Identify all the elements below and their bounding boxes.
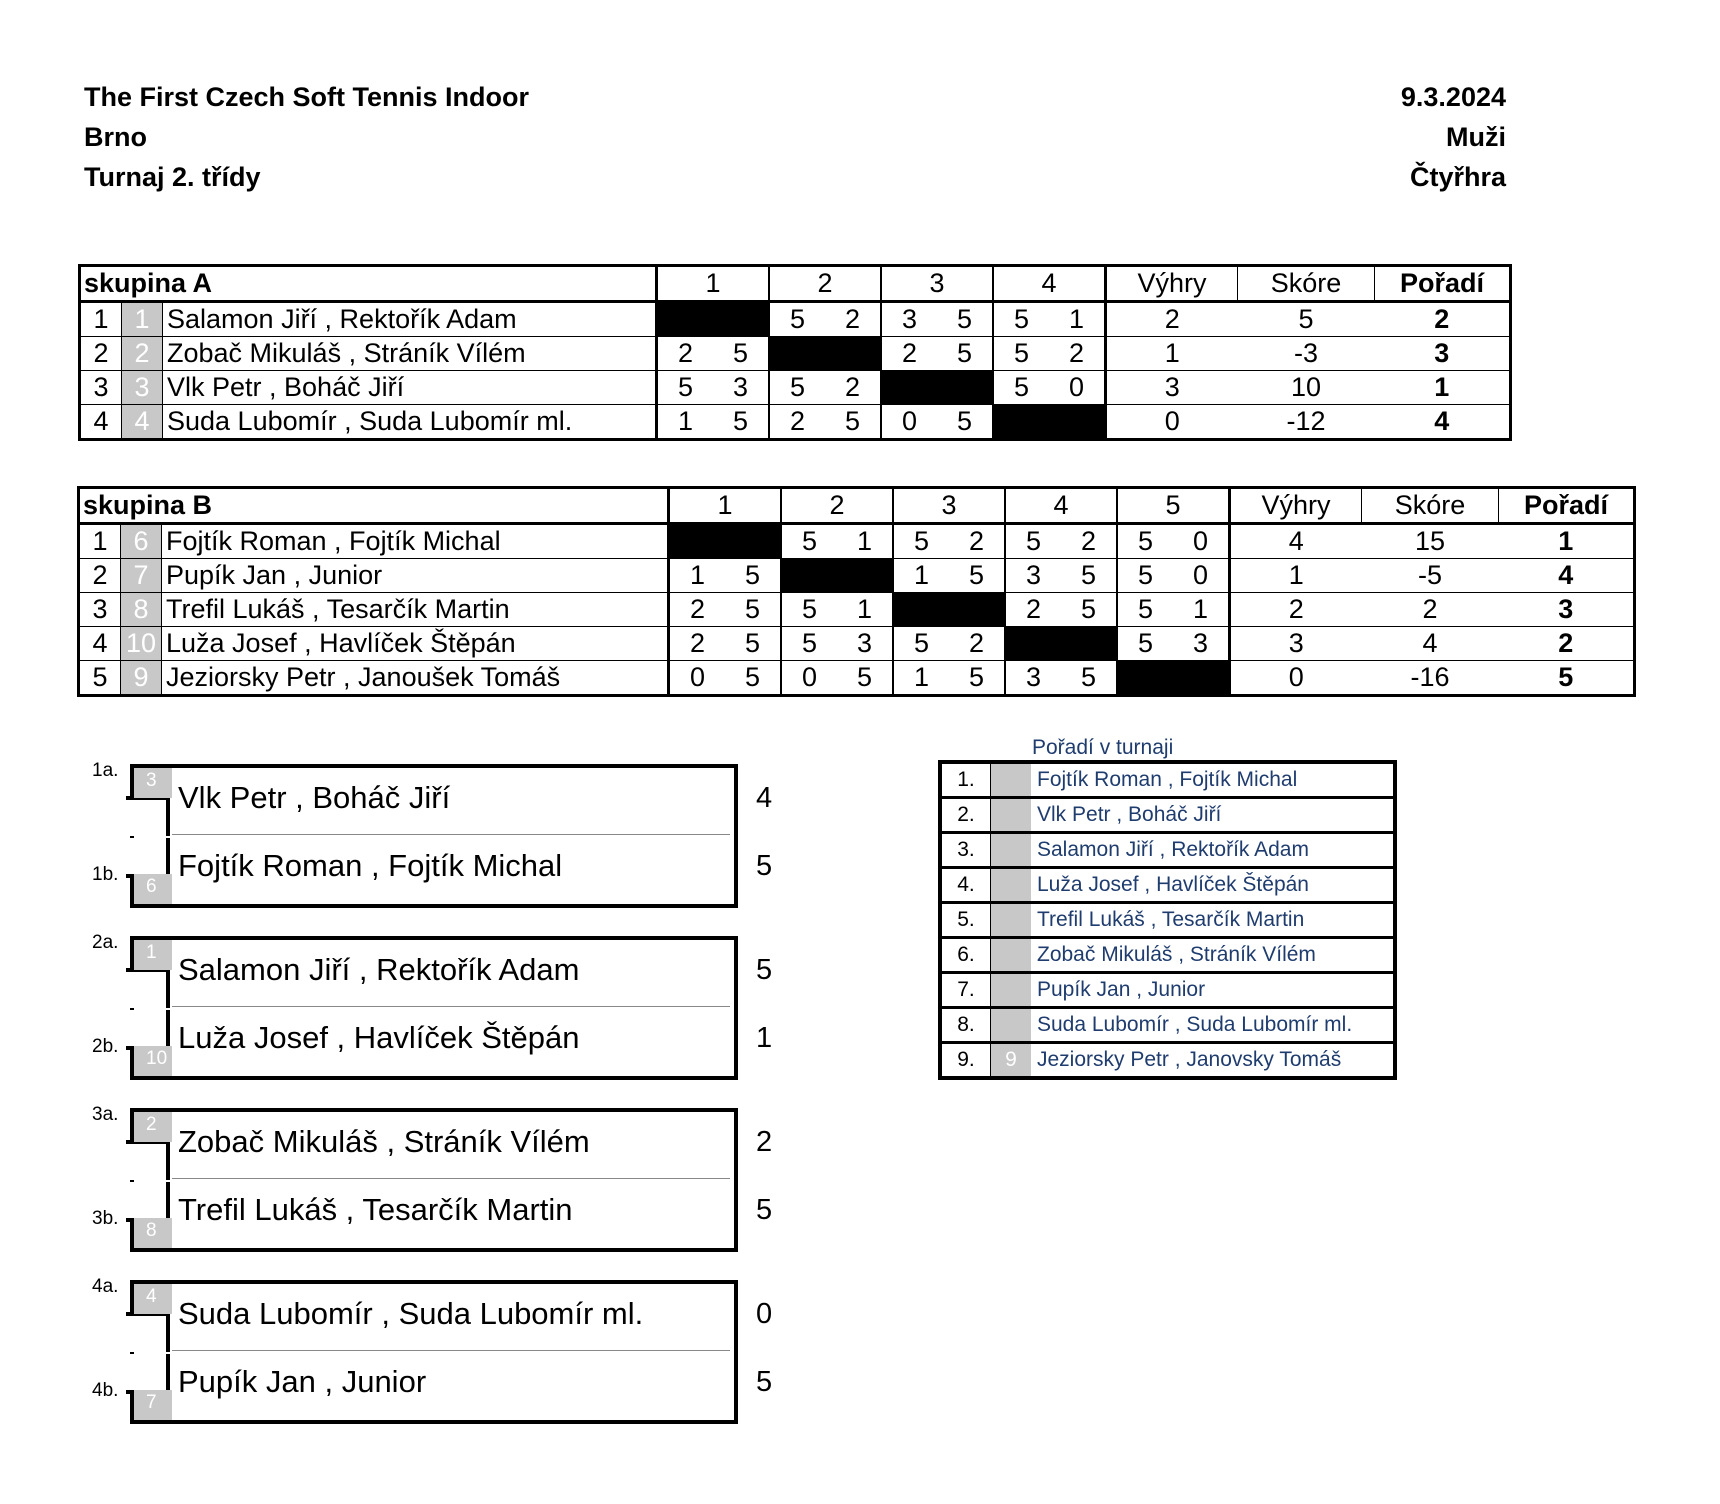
- group-b-games-lost: 5: [725, 627, 781, 661]
- bracket-bottom-team: Pupík Jan , Junior: [178, 1364, 427, 1399]
- group-b-games-lost: 5: [837, 661, 893, 696]
- group-b-games-won: 1: [893, 559, 949, 593]
- group-b-games-won: 5: [1005, 524, 1061, 559]
- group-b-games-won: 5: [1117, 524, 1173, 559]
- group-b-games-lost: 1: [1173, 593, 1230, 627]
- group-b-row: [79, 593, 1635, 627]
- standings-position: 3.: [940, 833, 991, 868]
- group-b-games-won: 1: [669, 559, 726, 593]
- standings-seed: [991, 833, 1032, 868]
- bracket-bottom-team: Luža Josef , Havlíček Štěpán: [178, 1020, 580, 1055]
- standings-seed: [991, 903, 1032, 938]
- standings-team: Luža Josef , Havlíček Štěpán: [1031, 868, 1395, 903]
- group-a-col-header: 1: [657, 266, 770, 302]
- group-a-games-won: 5: [769, 371, 825, 405]
- group-b-games-won: 5: [893, 524, 949, 559]
- final-standings-title: Pořadí v turnaji: [1032, 736, 1174, 759]
- group-a-games-lost: 5: [713, 405, 769, 440]
- bracket-divider: [172, 1006, 730, 1007]
- standings-row: [940, 798, 1395, 833]
- group-a-rank: 3: [1375, 337, 1511, 371]
- bracket-bottom-seed: 8: [134, 1218, 172, 1248]
- group-b-row-number: 1: [79, 524, 121, 559]
- group-a-games-won: 5: [993, 371, 1049, 405]
- group-b-team-name: Luža Josef , Havlíček Štěpán: [162, 627, 669, 661]
- group-a-self-cell: [993, 405, 1106, 440]
- group-a-games-won: 5: [993, 302, 1049, 337]
- bracket-bottom-team: Trefil Lukáš , Tesarčík Martin: [178, 1192, 573, 1227]
- group-a-games-won: 3: [881, 302, 937, 337]
- group-b-games-won: 3: [1005, 559, 1061, 593]
- group-b-games-lost: 5: [949, 661, 1005, 696]
- group-b-self-cell: [1117, 661, 1230, 696]
- group-a-score: -12: [1238, 405, 1375, 440]
- group-b-team-name: Jeziorsky Petr , Janoušek Tomáš: [162, 661, 669, 696]
- bracket-connector: [126, 1312, 170, 1352]
- playoff-match: [130, 1280, 773, 1422]
- group-b-team-name: Fojtík Roman , Fojtík Michal: [162, 524, 669, 559]
- group-b-score-header: Skóre: [1362, 488, 1499, 524]
- group-a-wins: 3: [1106, 371, 1238, 405]
- group-a-wins: 1: [1106, 337, 1238, 371]
- group-b-games-won: 2: [669, 627, 726, 661]
- group-a-col-header: 2: [769, 266, 881, 302]
- group-a-title: skupina A: [80, 266, 657, 302]
- standings-row: [940, 938, 1395, 973]
- standings-row: [940, 1008, 1395, 1043]
- bracket-bottom-label: 4b.: [92, 1380, 119, 1401]
- group-b-self-cell: [893, 593, 1005, 627]
- standings-row: [940, 868, 1395, 903]
- playoff-match: [130, 936, 773, 1078]
- standings-row: [940, 833, 1395, 868]
- group-a-games-won: 5: [657, 371, 714, 405]
- group-a-games-lost: 3: [713, 371, 769, 405]
- group-b-wins: 3: [1230, 627, 1362, 661]
- group-b-team-name: Trefil Lukáš , Tesarčík Martin: [162, 593, 669, 627]
- group-a-row-number: 2: [80, 337, 122, 371]
- bracket-connector: [126, 1010, 170, 1050]
- group-b-score: -5: [1362, 559, 1499, 593]
- bracket-bottom-seed: 7: [134, 1390, 172, 1420]
- standings-position: 8.: [940, 1008, 991, 1043]
- bracket-bottom-label: 2b.: [92, 1036, 119, 1057]
- bracket-bottom-label: 1b.: [92, 864, 119, 885]
- group-b-row-number: 2: [79, 559, 121, 593]
- bracket-bottom-score: 5: [756, 850, 773, 882]
- group-a-row-seed: 3: [122, 371, 163, 405]
- group-b-header-row: [79, 488, 1635, 524]
- group-a-games-lost: 5: [937, 302, 993, 337]
- group-b-games-lost: 5: [949, 559, 1005, 593]
- group-a-self-cell: [881, 371, 993, 405]
- group-b-rank: 4: [1499, 559, 1635, 593]
- bracket-bottom-score: 5: [756, 1194, 773, 1226]
- group-b-games-lost: 0: [1173, 524, 1230, 559]
- bracket-top-score: 5: [756, 954, 773, 986]
- bracket-connector: [126, 1354, 170, 1394]
- group-b-games-lost: 3: [837, 627, 893, 661]
- group-b-title: skupina B: [79, 488, 669, 524]
- bracket-connector: [126, 796, 170, 836]
- group-b-score: 2: [1362, 593, 1499, 627]
- bracket-connector: [126, 1140, 170, 1180]
- group-b-games-won: 0: [669, 661, 726, 696]
- group-a-row: [80, 337, 1511, 371]
- standings-team: Vlk Petr , Boháč Jiří: [1031, 798, 1395, 833]
- standings-row: [940, 762, 1395, 798]
- group-a-team-name: Salamon Jiří , Rektořík Adam: [163, 302, 657, 337]
- group-a-row-number: 1: [80, 302, 122, 337]
- group-b-rank: 1: [1499, 524, 1635, 559]
- standings-position: 2.: [940, 798, 991, 833]
- group-a-self-cell: [657, 302, 770, 337]
- group-b-wins: 2: [1230, 593, 1362, 627]
- group-a-games-lost: 2: [825, 302, 881, 337]
- group-b-games-lost: 5: [725, 593, 781, 627]
- group-a-row: [80, 302, 1511, 337]
- standings-seed: [991, 938, 1032, 973]
- group-b-games-won: 5: [1117, 559, 1173, 593]
- group-b-row-seed: 7: [121, 559, 162, 593]
- group-a-row-number: 4: [80, 405, 122, 440]
- bracket-top-seed: 1: [134, 940, 172, 970]
- group-a-games-lost: 2: [825, 371, 881, 405]
- bracket-top-seed: 3: [134, 768, 172, 798]
- standings-seed: 9: [991, 1043, 1032, 1079]
- group-b-wins-header: Výhry: [1230, 488, 1362, 524]
- standings-team: Suda Lubomír , Suda Lubomír ml.: [1031, 1008, 1395, 1043]
- bracket-divider: [172, 1350, 730, 1351]
- bracket-top-label: 1a.: [92, 760, 119, 781]
- group-b-games-lost: 1: [837, 524, 893, 559]
- final-standings-table: [938, 760, 1397, 1080]
- group-b-row-seed: 10: [121, 627, 162, 661]
- group-a-self-cell: [769, 337, 881, 371]
- group-b-games-won: 0: [781, 661, 837, 696]
- standings-seed: [991, 798, 1032, 833]
- group-b-games-won: 5: [1117, 627, 1173, 661]
- bracket-bottom-seed: 10: [134, 1046, 172, 1076]
- group-a-row-seed: 1: [122, 302, 163, 337]
- group-b-games-lost: 2: [949, 627, 1005, 661]
- group-b-rank-header: Pořadí: [1499, 488, 1635, 524]
- group-b-table: [77, 486, 1636, 697]
- group-b-self-cell: [1005, 627, 1117, 661]
- standings-position: 5.: [940, 903, 991, 938]
- group-b-row-number: 3: [79, 593, 121, 627]
- group-a-score: -3: [1238, 337, 1375, 371]
- tournament-class: Turnaj 2. třídy: [84, 162, 261, 192]
- standings-row: [940, 1043, 1395, 1079]
- group-b-games-lost: 5: [1061, 661, 1117, 696]
- group-b-games-lost: 1: [837, 593, 893, 627]
- bracket-bottom-score: 1: [756, 1022, 773, 1054]
- bracket-top-score: 4: [756, 782, 773, 814]
- group-a-games-lost: 5: [937, 405, 993, 440]
- playoff-match: [130, 1108, 773, 1250]
- bracket-top-score: 0: [756, 1298, 773, 1330]
- group-b-row-number: 4: [79, 627, 121, 661]
- group-a-score: 5: [1238, 302, 1375, 337]
- group-b-games-lost: 3: [1173, 627, 1230, 661]
- group-a-games-lost: 1: [1049, 302, 1106, 337]
- group-b-games-lost: 5: [1061, 559, 1117, 593]
- group-a-games-won: 1: [657, 405, 714, 440]
- group-b-rank: 2: [1499, 627, 1635, 661]
- standings-team: Salamon Jiří , Rektořík Adam: [1031, 833, 1395, 868]
- standings-position: 9.: [940, 1043, 991, 1079]
- group-a-col-header: 3: [881, 266, 993, 302]
- group-b-games-lost: 5: [725, 559, 781, 593]
- group-b-games-lost: 0: [1173, 559, 1230, 593]
- group-a-games-won: 2: [881, 337, 937, 371]
- bracket-bottom-team: Fojtík Roman , Fojtík Michal: [178, 848, 563, 883]
- group-a-team-name: Zobač Mikuláš , Stráník Vílém: [163, 337, 657, 371]
- standings-team: Fojtík Roman , Fojtík Michal: [1037, 768, 1298, 791]
- standings-row: [940, 903, 1395, 938]
- group-a-games-lost: 5: [937, 337, 993, 371]
- group-b-col-header: 2: [781, 488, 893, 524]
- group-b-games-won: 2: [1005, 593, 1061, 627]
- bracket-top-team: Zobač Mikuláš , Stráník Vílém: [178, 1124, 590, 1159]
- group-b-games-won: 5: [893, 627, 949, 661]
- bracket-top-team: Vlk Petr , Boháč Jiří: [178, 780, 451, 815]
- standings-team: Pupík Jan , Junior: [1031, 973, 1395, 1008]
- playoff-match: [130, 764, 773, 906]
- bracket-top-seed: 2: [134, 1112, 172, 1142]
- group-b-row-number: 5: [79, 661, 121, 696]
- group-b-col-header: 1: [669, 488, 782, 524]
- group-b-team-name: Pupík Jan , Junior: [162, 559, 669, 593]
- group-b-row-seed: 9: [121, 661, 162, 696]
- tournament-title: The First Czech Soft Tennis Indoor: [84, 82, 530, 112]
- group-b-score: 4: [1362, 627, 1499, 661]
- group-b-self-cell: [669, 524, 782, 559]
- bracket-connector: [126, 1182, 170, 1222]
- group-a-team-name: Vlk Petr , Boháč Jiří: [163, 371, 657, 405]
- standings-row: [940, 973, 1395, 1008]
- standings-position: 4.: [940, 868, 991, 903]
- group-b-games-won: 5: [1117, 593, 1173, 627]
- standings-seed: [991, 1008, 1032, 1043]
- standings-seed: [991, 868, 1032, 903]
- bracket-top-team: Suda Lubomír , Suda Lubomír ml.: [178, 1296, 644, 1331]
- group-a-row-number: 3: [80, 371, 122, 405]
- group-a-row-seed: 4: [122, 405, 163, 440]
- group-a-rank: 2: [1375, 302, 1511, 337]
- group-b-score: 15: [1362, 524, 1499, 559]
- group-b-col-header: 5: [1117, 488, 1230, 524]
- tournament-discipline: Čtyřhra: [1409, 162, 1506, 192]
- group-b-games-won: 2: [669, 593, 726, 627]
- group-a-games-won: 2: [769, 405, 825, 440]
- standings-position: 7.: [940, 973, 991, 1008]
- group-b-row: [79, 627, 1635, 661]
- group-a-wins: 2: [1106, 302, 1238, 337]
- group-b-row-seed: 8: [121, 593, 162, 627]
- group-b-games-lost: 5: [725, 661, 781, 696]
- standings-team: Jeziorsky Petr , Janovsky Tomáš: [1031, 1043, 1395, 1079]
- bracket-top-label: 2a.: [92, 932, 119, 953]
- tournament-date: 9.3.2024: [1400, 82, 1506, 112]
- standings-position: 6.: [940, 938, 991, 973]
- group-b-games-lost: 2: [1061, 524, 1117, 559]
- group-a-row: [80, 405, 1511, 440]
- group-a-rank: 4: [1375, 405, 1511, 440]
- group-b-games-won: 5: [781, 627, 837, 661]
- group-b-games-won: 5: [781, 593, 837, 627]
- group-a-wins-header: Výhry: [1106, 266, 1238, 302]
- group-a-score: 10: [1238, 371, 1375, 405]
- group-b-games-lost: 5: [1061, 593, 1117, 627]
- group-a-row: [80, 371, 1511, 405]
- bracket-top-seed: 4: [134, 1284, 172, 1314]
- group-b-games-won: 1: [893, 661, 949, 696]
- group-a-games-lost: 5: [713, 337, 769, 371]
- group-a-games-won: 5: [769, 302, 825, 337]
- group-b-wins: 4: [1230, 524, 1362, 559]
- group-b-rank: 3: [1499, 593, 1635, 627]
- bracket-bottom-seed: 6: [134, 874, 172, 904]
- group-a-col-header: 4: [993, 266, 1106, 302]
- group-a-score-header: Skóre: [1238, 266, 1375, 302]
- group-b-row: [79, 524, 1635, 559]
- group-a-rank-header: Pořadí: [1375, 266, 1511, 302]
- bracket-top-label: 3a.: [92, 1104, 119, 1125]
- group-b-self-cell: [781, 559, 893, 593]
- standings-team: Zobač Mikuláš , Stráník Vílém: [1031, 938, 1395, 973]
- group-a-games-lost: 0: [1049, 371, 1106, 405]
- standings-team: Trefil Lukáš , Tesarčík Martin: [1031, 903, 1395, 938]
- group-b-wins: 0: [1230, 661, 1362, 696]
- standings-position: 1.: [940, 762, 991, 798]
- bracket-divider: [172, 1178, 730, 1179]
- group-b-col-header: 3: [893, 488, 1005, 524]
- group-a-games-lost: 5: [825, 405, 881, 440]
- bracket-divider: [172, 834, 730, 835]
- tournament-city: Brno: [84, 122, 147, 152]
- group-b-games-won: 3: [1005, 661, 1061, 696]
- group-a-games-lost: 2: [1049, 337, 1106, 371]
- bracket-connector: [126, 838, 170, 878]
- group-b-row-seed: 6: [121, 524, 162, 559]
- group-b-row: [79, 661, 1635, 696]
- group-b-row: [79, 559, 1635, 593]
- group-a-header-row: [80, 266, 1511, 302]
- group-a-games-won: 5: [993, 337, 1049, 371]
- group-a-wins: 0: [1106, 405, 1238, 440]
- group-b-games-lost: 2: [949, 524, 1005, 559]
- bracket-bottom-score: 5: [756, 1366, 773, 1398]
- group-a-table: [78, 264, 1512, 441]
- group-a-games-won: 0: [881, 405, 937, 440]
- standings-seed: [991, 762, 1032, 798]
- group-b-wins: 1: [1230, 559, 1362, 593]
- group-a-row-seed: 2: [122, 337, 163, 371]
- group-a-games-won: 2: [657, 337, 714, 371]
- group-b-rank: 5: [1499, 661, 1635, 696]
- bracket-bottom-label: 3b.: [92, 1208, 119, 1229]
- bracket-connector: [126, 968, 170, 1008]
- standings-seed: [991, 973, 1032, 1008]
- group-b-score: -16: [1362, 661, 1499, 696]
- group-a-team-name: Suda Lubomír , Suda Lubomír ml.: [163, 405, 657, 440]
- group-a-rank: 1: [1375, 371, 1511, 405]
- bracket-top-team: Salamon Jiří , Rektořík Adam: [178, 952, 580, 987]
- tournament-category: Muži: [1446, 122, 1506, 152]
- group-b-col-header: 4: [1005, 488, 1117, 524]
- group-b-games-won: 5: [781, 524, 837, 559]
- bracket-top-score: 2: [756, 1126, 773, 1158]
- bracket-top-label: 4a.: [92, 1276, 119, 1297]
